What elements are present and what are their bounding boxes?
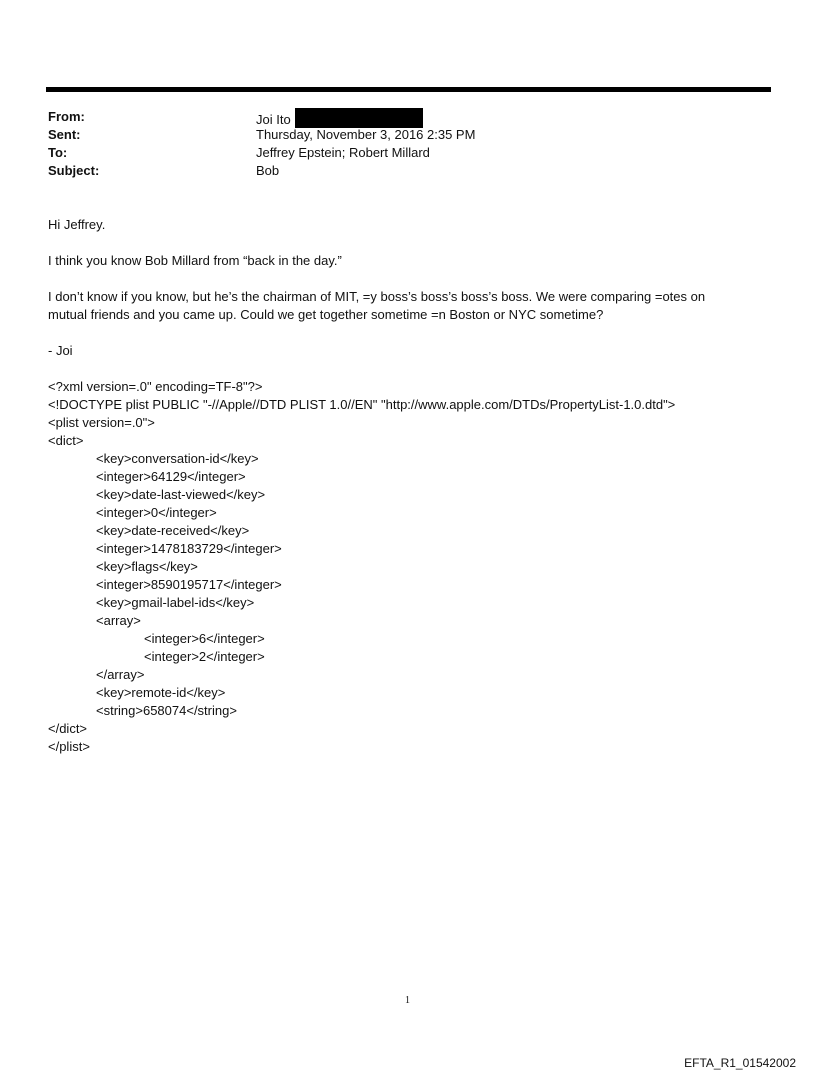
signoff: - Joi: [48, 343, 73, 358]
plist-line: <key>gmail-label-ids</key>: [96, 595, 255, 610]
from-name: Joi Ito: [256, 112, 291, 127]
plist-line: <key>date-last-viewed</key>: [96, 487, 266, 502]
plist-open: <plist version=.0">: [48, 415, 155, 430]
plist-line: <key>conversation-id</key>: [96, 451, 259, 466]
plist-line: <integer>64129</integer>: [96, 469, 246, 484]
dict-close: </dict>: [48, 721, 88, 736]
xml-declaration: <?xml version=.0" encoding=TF-8"?>: [48, 379, 263, 394]
greeting: Hi Jeffrey.: [48, 217, 106, 232]
dict-open: <dict>: [48, 433, 84, 448]
plist-line: <integer>1478183729</integer>: [96, 541, 282, 556]
plist-close: </plist>: [48, 739, 90, 754]
plist-line: </array>: [96, 667, 145, 682]
plist-line: <integer>8590195717</integer>: [96, 577, 282, 592]
bates-number: EFTA_R1_01542002: [684, 1056, 796, 1070]
plist-line: <integer>2</integer>: [144, 649, 265, 664]
plist-line: <integer>0</integer>: [96, 505, 217, 520]
plist-line: <key>remote-id</key>: [96, 685, 226, 700]
body-paragraph-2-line-2: mutual friends and you came up. Could we get together sometime =n Boston or NYC sometime?: [48, 307, 604, 322]
plist-line: <key>flags</key>: [96, 559, 198, 574]
header-rule: [46, 87, 771, 92]
plist-line: <string>658074</string>: [96, 703, 237, 718]
page-number: 1: [405, 995, 410, 1006]
body-paragraph-1: I think you know Bob Millard from “back in the day.”: [48, 253, 342, 268]
doctype-line: <!DOCTYPE plist PUBLIC "-//Apple//DTD PLIST 1.0//EN" "http://www.apple.com/DTDs/PropertyList-1.0.dtd">: [48, 397, 676, 412]
subject-label: Subject:: [48, 163, 100, 178]
body-paragraph-2-line-1: I don’t know if you know, but he’s the chairman of MIT, =y boss’s boss’s boss’s boss. We were comparing =otes on: [48, 289, 706, 304]
redaction-block: [295, 108, 423, 128]
from-label: From:: [48, 109, 85, 124]
plist-line: <array>: [96, 613, 141, 628]
plist-line: <integer>6</integer>: [144, 631, 265, 646]
to-value: Jeffrey Epstein; Robert Millard: [256, 145, 430, 160]
sent-value: Thursday, November 3, 2016 2:35 PM: [256, 127, 476, 142]
plist-line: <key>date-received</key>: [96, 523, 250, 538]
subject-value: Bob: [256, 163, 280, 178]
sent-label: Sent:: [48, 127, 81, 142]
to-label: To:: [48, 145, 68, 160]
